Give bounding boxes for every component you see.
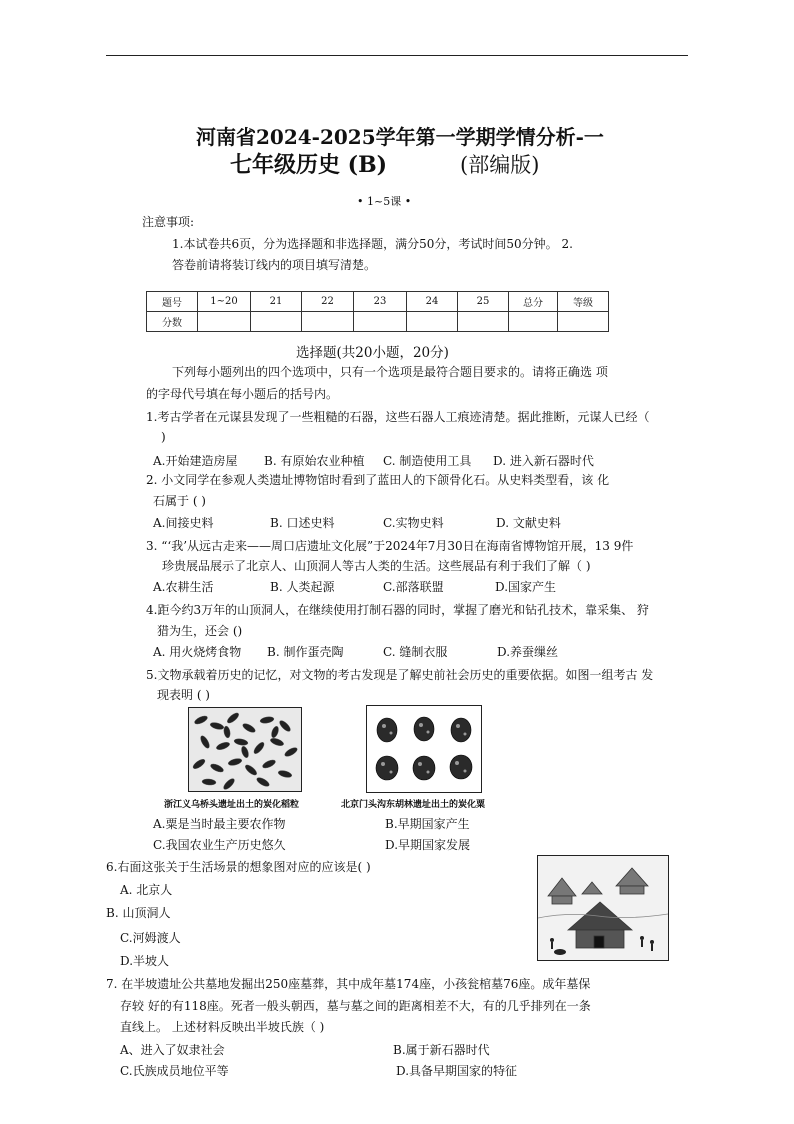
q4-stem-1: 4.距今约3万年的山顶洞人，在继续使用打制石器的同时，掌握了磨光和钻孔技术，靠采集、 狩 [146, 603, 649, 617]
q3-option-d: D.国家产生 [495, 580, 557, 594]
q5-stem-1: 5.文物承载着历史的记忆，对文物的考古发现是了解史前社会历史的重要依据。如图一组考古 发 [146, 668, 654, 682]
score-header-cell: 22 [302, 292, 354, 312]
q7-stem-2: 存较 好的有118座。死者一般头朝西，墓与墓之间的距离相差不大，有的几乎排列在一条 [120, 999, 591, 1013]
q7-option-b: B.属于新石器时代 [393, 1043, 490, 1057]
q1-stem-2: ) [161, 430, 166, 444]
q4-option-a: A. 用火烧烤食物 [153, 645, 242, 659]
q1-stem-1: 1.考古学者在元谋县发现了一些粗糙的石器，这些石器人工痕迹清楚。据此推断，元谋人已经（ [146, 410, 650, 424]
q6-option-c: C.河姆渡人 [120, 931, 181, 945]
q3-option-b: B. 人类起源 [270, 580, 335, 594]
score-header-cell: 25 [458, 292, 509, 312]
score-cell[interactable] [251, 312, 302, 332]
q4-option-b: B. 制作蛋壳陶 [267, 645, 344, 659]
carbonized-rice-icon [189, 708, 301, 791]
q2-option-a: A.间接史料 [153, 516, 214, 530]
score-header-cell: 1~20 [198, 292, 251, 312]
score-header-cell: 总分 [509, 292, 558, 312]
score-header-cell: 24 [407, 292, 458, 312]
q2-option-d: D. 文献史料 [496, 516, 561, 530]
score-cell[interactable] [458, 312, 509, 332]
q7-stem-1: 7. 在半坡遗址公共墓地发掘出250座墓葬，其中成年墓174座，小孩瓮棺墓76座。成年墓保 [106, 977, 591, 991]
score-cell[interactable] [407, 312, 458, 332]
score-cell[interactable] [558, 312, 609, 332]
carbonized-millet-photo [366, 705, 482, 793]
q2-option-c: C.实物史料 [383, 516, 444, 530]
score-header-cell: 21 [251, 292, 302, 312]
life-scene-illustration [537, 855, 669, 961]
q2-stem-1: 2. 小文同学在参观人类遗址博物馆时看到了蓝田人的下颌骨化石。从史料类型看，该 化 [146, 473, 610, 487]
q3-stem-1: 3. “‘我’从远古走来——周口店遗址文化展”于2024年7月30日在海南省博物馆开展，13 9件 [146, 539, 634, 553]
q3-stem-2: 珍贵展品展示了北京人、山顶洞人等古人类的生活。这些展品有利于我们了解（ ) [162, 559, 591, 573]
score-cell[interactable] [509, 312, 558, 332]
q6-stem: 6.右面这张关于生活场景的想象图对应的应该是( ) [106, 860, 371, 874]
q7-stem-3: 直线上。 上述材料反映出半坡氏族（ ) [120, 1020, 325, 1034]
q1-option-b: B. 有原始农业种植 [264, 454, 365, 468]
score-table-header-row [147, 292, 609, 312]
section-intro-2: 的字母代号填在每小题后的括号内。 [146, 387, 339, 401]
q2-stem-2: 石属于 ( ) [153, 494, 206, 508]
q4-option-c: C. 缝制衣服 [383, 645, 448, 659]
q1-option-c: C. 制造使用工具 [383, 454, 472, 468]
q2-option-b: B. 口述史料 [270, 516, 335, 530]
q5-option-b: B.早期国家产生 [385, 817, 470, 831]
q3-option-c: C.部落联盟 [383, 580, 444, 594]
q5-option-a: A.粟是当时最主要农作物 [153, 817, 286, 831]
exam-title: 河南省2024-2025学年第一学期学情分析-一 [196, 125, 604, 149]
q6-option-a: A. 北京人 [120, 883, 173, 897]
q3-option-a: A.农耕生活 [153, 580, 214, 594]
q6-option-b: B. 山顶洞人 [106, 906, 171, 920]
q1-option-a: A.开始建造房屋 [153, 454, 238, 468]
q7-option-a: A、进入了奴隶社会 [120, 1043, 225, 1057]
section-intro-1: 下列每小题列出的四个选项中，只有一个选项是最符合题目要求的。请将正确选 项 [172, 365, 608, 379]
score-row-label: 分数 [147, 312, 198, 332]
q5-option-c: C.我国农业生产历史悠久 [153, 838, 286, 852]
score-table-row [147, 312, 609, 332]
score-table [146, 291, 609, 332]
q5-stem-2: 现表明 ( ) [157, 688, 210, 702]
score-cell[interactable] [302, 312, 354, 332]
q7-option-d: D.具备早期国家的特征 [396, 1064, 518, 1078]
score-cell[interactable] [354, 312, 407, 332]
exam-edition: (部编版) [460, 153, 540, 177]
notice-label: 注意事项: [142, 215, 195, 229]
score-cell[interactable] [198, 312, 251, 332]
top-rule [106, 55, 688, 56]
q7-option-c: C.氏族成员地位平等 [120, 1064, 229, 1078]
exam-subject: 七年级历史 (B) [230, 152, 388, 178]
score-header-cell: 题号 [147, 292, 198, 312]
section-title: 选择题(共20小题，20分) [296, 345, 449, 361]
notice-line-2: 答卷前请将装订线内的项目填写清楚。 [172, 258, 377, 272]
notice-line-1: 1.本试卷共6页，分为选择题和非选择题，满分50分，考试时间50分钟。 2. [172, 237, 573, 251]
carbonized-rice-photo [188, 707, 302, 792]
millet-caption: 北京门头沟东胡林遗址出土的炭化粟 [341, 800, 486, 810]
rice-caption: 浙江义乌桥头遗址出土的炭化稻粒 [164, 800, 300, 810]
q6-option-d: D.半坡人 [120, 954, 170, 968]
q4-option-d: D.养蚕缫丝 [497, 645, 559, 659]
score-header-cell: 等级 [558, 292, 609, 312]
q1-option-d: D. 进入新石器时代 [493, 454, 594, 468]
settlement-scene-icon [538, 856, 668, 960]
carbonized-millet-icon [367, 706, 481, 792]
q5-option-d: D.早期国家发展 [385, 838, 471, 852]
lesson-range: • 1~5课 • [357, 195, 412, 208]
q4-stem-2: 猎为生，还会 () [157, 624, 243, 638]
score-header-cell: 23 [354, 292, 407, 312]
